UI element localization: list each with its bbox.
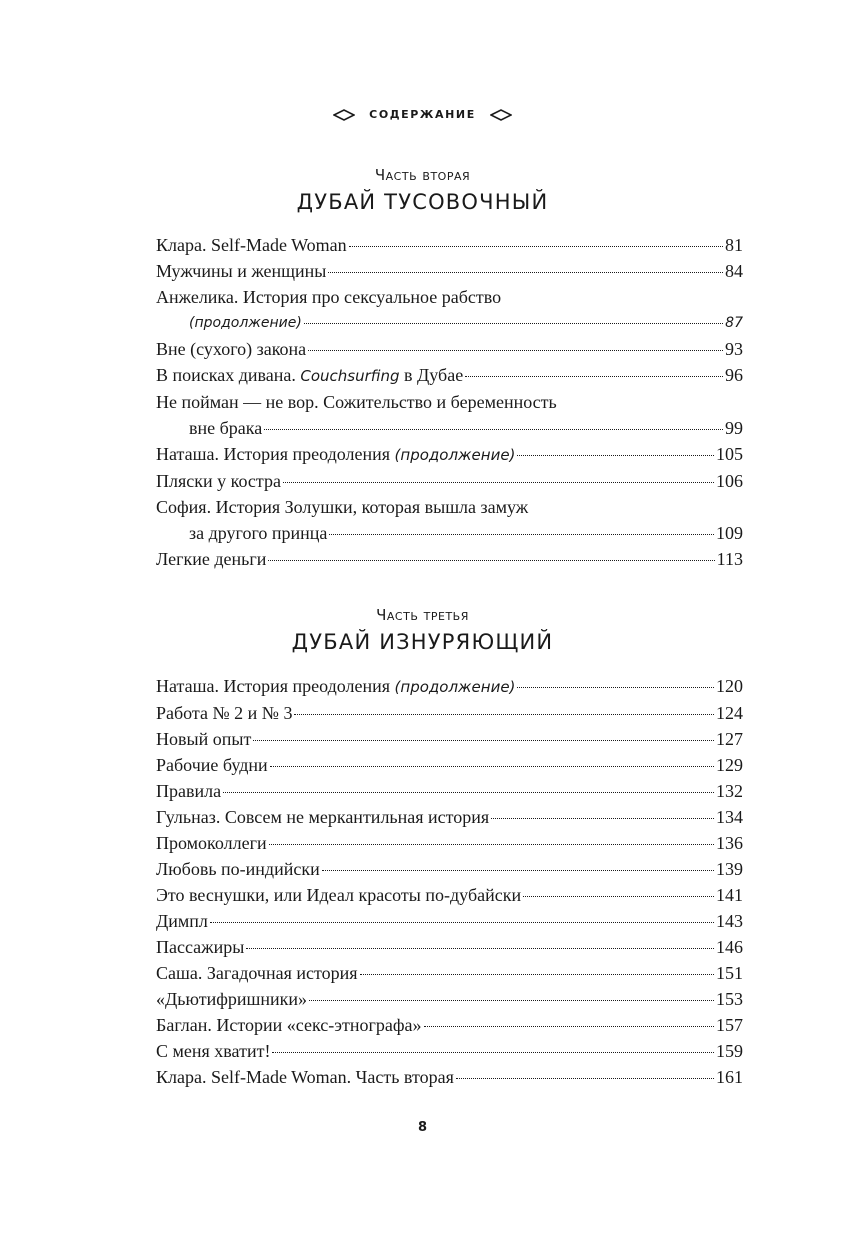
toc-entry-page: 93 (725, 339, 743, 359)
dot-leader (424, 1026, 714, 1027)
toc-entry-title: София. История Золушки, которая вышла замуж (156, 497, 529, 517)
toc-entry-title (156, 362, 463, 389)
toc-entry-line (156, 778, 743, 804)
toc-entry (156, 546, 743, 572)
toc-entry-line (156, 1064, 743, 1090)
toc-entry-line (156, 546, 743, 572)
toc-entry-line (156, 752, 743, 778)
toc-entry (156, 1064, 743, 1090)
title-text: Наташа. История преодоления (156, 444, 395, 464)
title-italic-text: (продолжение) (394, 678, 516, 696)
toc-entry-page: 99 (725, 418, 743, 438)
dot-leader (268, 560, 714, 561)
part-title: ДУБАЙ ТУСОВОЧНЫЙ (296, 190, 549, 214)
toc-entry-line (156, 700, 743, 726)
toc-entry-title: Не пойман — не вор. Сожительство и беременность (156, 392, 557, 412)
part-three-heading (0, 604, 845, 658)
dot-leader (517, 687, 714, 688)
toc-entry-line (156, 336, 743, 362)
toc-entry-title (156, 441, 515, 468)
toc-entry (156, 1038, 743, 1064)
toc-entry (156, 934, 743, 960)
toc-entry-line (156, 1012, 743, 1038)
toc-entry-title: Мужчины и женщины (156, 261, 327, 281)
dot-leader (456, 1078, 714, 1079)
dot-leader (349, 246, 723, 247)
toc-entry (156, 752, 743, 778)
toc-entry-title: Клара. Self-Made Woman (156, 235, 347, 255)
dot-leader (517, 455, 714, 456)
toc-entry-line (156, 960, 743, 986)
toc-entry-line (156, 934, 743, 960)
toc-entry (156, 804, 743, 830)
toc-entry-page: 139 (716, 859, 743, 879)
page-number: 8 (417, 1120, 428, 1135)
toc-entry-page: 151 (716, 963, 743, 983)
title-text: в Дубае (399, 365, 464, 385)
toc-entry-page: 159 (716, 1041, 743, 1061)
dot-leader (304, 323, 723, 324)
toc-entry-line (156, 673, 743, 700)
part-label: Часть третья (376, 606, 469, 624)
toc-entry-page: 105 (716, 444, 743, 464)
diamond-ornament-icon (490, 109, 512, 121)
dot-leader (264, 429, 723, 430)
toc-entry-page: 136 (716, 833, 743, 853)
toc-entry-title (156, 673, 515, 700)
toc-entry-line (156, 830, 743, 856)
toc-entry-page: 161 (716, 1067, 743, 1087)
toc-entry-title: Димпл (156, 911, 208, 931)
toc-entry-line (156, 908, 743, 934)
dot-leader (269, 844, 714, 845)
dot-leader (253, 740, 714, 741)
dot-leader (246, 948, 714, 949)
toc-entry-continuation (156, 415, 743, 441)
running-head (0, 108, 845, 121)
toc-entry-title: Пассажиры (156, 937, 245, 957)
toc-entry (156, 960, 743, 986)
toc-entry-title: Анжелика. История про сексуальное рабство (156, 287, 502, 307)
toc-entry-line (156, 468, 743, 494)
dot-leader (309, 1000, 714, 1001)
dot-leader (328, 272, 723, 273)
toc-entry-line (156, 986, 743, 1012)
toc-entry-page: 146 (716, 937, 743, 957)
toc-entry (156, 389, 743, 441)
toc-entry-title-continued: вне брака (189, 418, 263, 438)
toc-entry (156, 778, 743, 804)
toc-list-part-three (156, 673, 743, 1090)
toc-entry-page: 129 (716, 755, 743, 775)
dot-leader (465, 376, 723, 377)
toc-entry-page: 106 (716, 471, 743, 491)
toc-entry-page: 87 (725, 315, 743, 331)
title-italic-text: Couchsurfing (300, 367, 400, 385)
toc-entry-line (156, 362, 743, 389)
toc-entry (156, 1012, 743, 1038)
toc-entry-line (156, 258, 743, 284)
toc-entry (156, 258, 743, 284)
toc-entry-page: 143 (716, 911, 743, 931)
toc-entry-line (156, 856, 743, 882)
toc-list-part-two (156, 232, 743, 572)
toc-entry-line (156, 284, 743, 310)
toc-entry-page: 153 (716, 989, 743, 1009)
toc-entry-title: Промоколлеги (156, 833, 267, 853)
toc-entry-title: Правила (156, 781, 222, 801)
toc-entry-page: 157 (716, 1015, 743, 1035)
toc-entry (156, 441, 743, 468)
toc-entry (156, 986, 743, 1012)
toc-entry-title: Гульназ. Совсем не меркантильная история (156, 807, 490, 827)
dot-leader (491, 818, 714, 819)
toc-entry-page: 84 (725, 261, 743, 281)
toc-entry-title: Это веснушки, или Идеал красоты по-дубайски (156, 885, 522, 905)
toc-entry-title: Пляски у костра (156, 471, 281, 491)
dot-leader (210, 922, 714, 923)
dot-leader (308, 350, 723, 351)
toc-entry (156, 726, 743, 752)
toc-entry-title: Легкие деньги (156, 549, 267, 569)
toc-entry-page: 113 (716, 549, 743, 569)
toc-entry-page: 134 (716, 807, 743, 827)
title-text: Наташа. История преодоления (156, 676, 395, 696)
toc-entry-line (156, 1038, 743, 1064)
dot-leader (272, 1052, 714, 1053)
toc-entry-title: Баглан. Истории «секс-этнографа» (156, 1015, 422, 1035)
toc-entry (156, 830, 743, 856)
toc-entry-line (156, 726, 743, 752)
toc-entry-line (156, 389, 743, 415)
toc-entry (156, 494, 743, 546)
running-head-label: СОДЕРЖАНИЕ (369, 108, 476, 121)
title-text: В поисках дивана. (156, 365, 301, 385)
toc-entry (156, 908, 743, 934)
toc-entry-page: 127 (716, 729, 743, 749)
toc-entry (156, 362, 743, 389)
toc-entry-title: Любовь по-индийски (156, 859, 320, 879)
part-title: ДУБАЙ ИЗНУРЯЮЩИЙ (291, 630, 554, 654)
toc-entry-page: 132 (716, 781, 743, 801)
dot-leader (523, 896, 714, 897)
toc-entry-title: С меня хватит! (156, 1041, 271, 1061)
part-label: Часть вторая (374, 166, 471, 184)
toc-entry (156, 336, 743, 362)
toc-entry-title-continued: за другого принца (189, 523, 328, 543)
toc-entry-continuation (156, 310, 743, 336)
toc-entry-page: 124 (716, 703, 743, 723)
toc-entry-page: 120 (716, 676, 743, 696)
toc-entry (156, 882, 743, 908)
toc-entry (156, 284, 743, 336)
toc-entry (156, 673, 743, 700)
toc-entry-line (156, 882, 743, 908)
toc-entry-page: 81 (725, 235, 743, 255)
dot-leader (283, 482, 714, 483)
dot-leader (223, 792, 714, 793)
toc-entry (156, 468, 743, 494)
toc-entry (156, 700, 743, 726)
toc-entry-page: 141 (716, 885, 743, 905)
toc-entry-line (156, 232, 743, 258)
toc-entry (156, 232, 743, 258)
part-two-heading (0, 164, 845, 218)
toc-entry-title-continued: (продолжение) (189, 315, 302, 331)
toc-entry-title: Работа № 2 и № 3 (156, 703, 293, 723)
toc-entry-title: Рабочие будни (156, 755, 268, 775)
toc-entry-continuation (156, 520, 743, 546)
toc-entry-title: Клара. Self-Made Woman. Часть вторая (156, 1067, 454, 1087)
toc-entry-line (156, 494, 743, 520)
toc-entry-title: Новый опыт (156, 729, 252, 749)
dot-leader (294, 714, 714, 715)
toc-entry-title: «Дьютифришники» (156, 989, 307, 1009)
toc-entry-line (156, 441, 743, 468)
title-italic-text: (продолжение) (394, 446, 516, 464)
toc-entry-title: Саша. Загадочная история (156, 963, 358, 983)
toc-entry-page: 109 (716, 523, 743, 543)
toc-entry-line (156, 804, 743, 830)
diamond-ornament-icon (333, 109, 355, 121)
dot-leader (270, 766, 714, 767)
toc-entry-page: 96 (725, 365, 743, 385)
toc-entry-title: Вне (сухого) закона (156, 339, 307, 359)
dot-leader (322, 870, 714, 871)
toc-entry (156, 856, 743, 882)
dot-leader (329, 534, 714, 535)
dot-leader (360, 974, 714, 975)
